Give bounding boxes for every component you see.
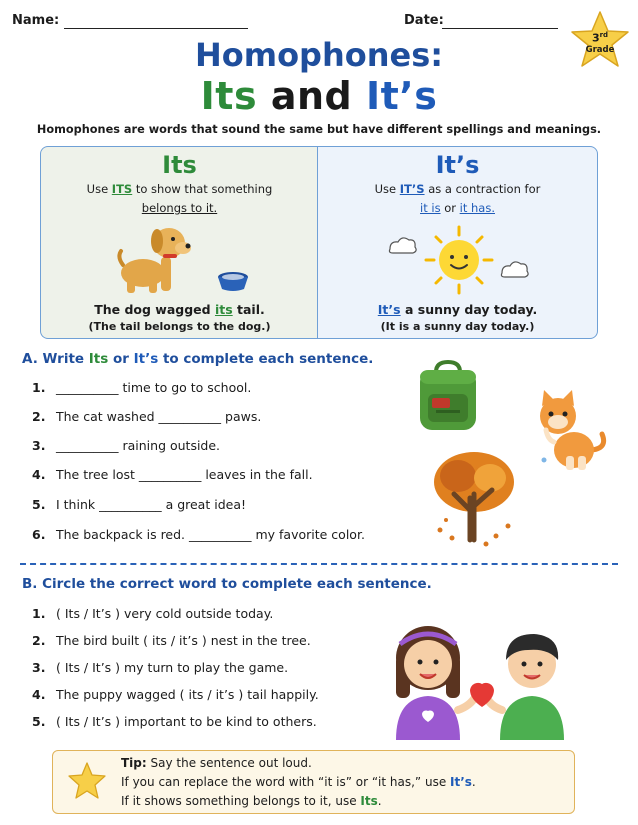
title-and: and [270, 74, 353, 118]
its-rule-line2: belongs to it. [141, 201, 218, 215]
section-b-item-3[interactable]: 3. ( Its / It’s ) my turn to play the game. [32, 660, 289, 675]
its-rule-line1: Use ITS to show that something [86, 182, 273, 196]
kids-with-heart-icon [378, 620, 584, 740]
its-box-heading: Its [162, 151, 197, 179]
dog-icon [117, 221, 197, 295]
autumn-tree-icon [430, 450, 518, 548]
its-apostrophe-rule-line2: it is or it has. [420, 201, 495, 215]
date-field-line[interactable] [442, 14, 558, 29]
tip-star-icon [67, 762, 107, 800]
section-a-item-3[interactable]: 3. __________ raining outside. [32, 438, 221, 453]
its-example-note: (The tail belongs to the dog.) [88, 320, 271, 333]
grade-word: Grade [585, 45, 615, 55]
tip-label: Tip: [121, 756, 147, 770]
tip-box [52, 750, 575, 814]
page-subtitle [0, 74, 638, 118]
dog-bowl-icon [215, 271, 251, 293]
grade-suffix: rd [599, 31, 609, 39]
name-field-line[interactable] [64, 14, 248, 29]
its-box [40, 146, 318, 339]
its-example: The dog wagged its tail. [94, 302, 265, 317]
section-b-item-1[interactable]: 1. ( Its / It’s ) very cold outside today. [32, 606, 274, 621]
tip-line-3: If it shows something belongs to it, use Its. [121, 794, 382, 808]
cat-icon [530, 390, 610, 474]
title-its: Its [200, 74, 258, 118]
section-b-title: B. Circle the correct word to complete each sentence. [22, 576, 432, 592]
grade-number: 3 [591, 31, 600, 45]
section-b-item-5[interactable]: 5. ( Its / It’s ) important to be kind to others. [32, 714, 317, 729]
section-a-item-6[interactable]: 6. The backpack is red. __________ my favorite color. [32, 527, 365, 542]
section-a-item-2[interactable]: 2. The cat washed __________ paws. [32, 409, 262, 424]
its-apostrophe-example-note: (It is a sunny day today.) [380, 320, 535, 333]
its-apostrophe-example: It’s a sunny day today. [377, 302, 538, 317]
title-its-apostrophe: It’s [365, 74, 438, 118]
tip-line-1: Tip: Say the sentence out loud. [121, 756, 312, 770]
its-apostrophe-rule-line1: Use IT’S as a contraction for [374, 182, 541, 196]
page-title: Homophones: [194, 36, 444, 74]
backpack-icon [412, 360, 484, 434]
section-a-title: A. Write Its or It’s to complete each sentence. [22, 351, 374, 367]
its-apostrophe-box [317, 146, 598, 339]
section-b-item-2[interactable]: 2. The bird built ( its / it’s ) nest in the tree. [32, 633, 311, 648]
section-divider [20, 563, 618, 565]
date-label: Date: [404, 13, 444, 28]
section-a-item-4[interactable]: 4. The tree lost __________ leaves in the fall. [32, 467, 313, 482]
sun-icon [384, 223, 534, 297]
its-apostrophe-box-heading: It’s [435, 151, 480, 179]
section-a-item-5[interactable]: 5. I think __________ a great idea! [32, 497, 246, 512]
name-label: Name: [12, 13, 60, 28]
section-a-item-1[interactable]: 1. __________ time to go to school. [32, 380, 252, 395]
intro-text: Homophones are words that sound the same but have different spellings and meanings. [36, 123, 602, 136]
tip-line-2: If you can replace the word with “it is” or “it has,” use It’s. [121, 775, 476, 789]
section-b-item-4[interactable]: 4. The puppy wagged ( its / it’s ) tail happily. [32, 687, 319, 702]
